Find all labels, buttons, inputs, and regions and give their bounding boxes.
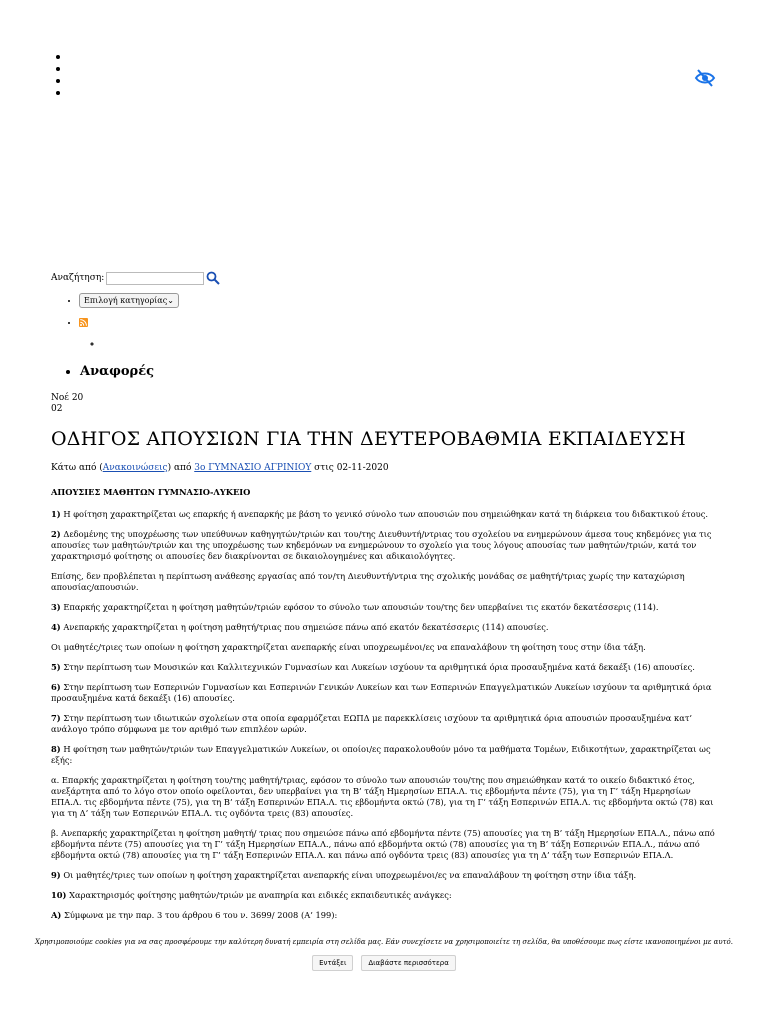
top-menu-list (50, 50, 70, 98)
post-date (51, 393, 83, 415)
section-list (68, 364, 154, 379)
paragraph-number: 10) (51, 890, 67, 900)
rss-item (79, 318, 88, 328)
paragraph-text: Οι μαθητές/τριες των οποίων η φοίτηση χαρακτηρίζεται ανεπαρκής είναι υποχρεωμένοι/ες να επαναλάβουν τη φοίτηση τους στην ίδια τάξη. (51, 642, 646, 652)
post-meta (51, 463, 389, 473)
paragraph-number: 3) (51, 602, 61, 612)
paragraph-text: Δεδομένης της υποχρέωσης των υπεύθυνων καθηγητών/τριών και του/της Διευθυντή/ντριας του σχολείου να ενημερώνουν άμεσα τους κηδεμόνες για τις απουσίες των μαθητών/τριών και της υποχρέωσης των κηδεμόνων να ενημερώνουν το σχολείο για τους λόγους απουσίας των μαθητών/τριών, κατά τον χαρακτηρισμό φοίτησης οι απουσίες δεν διακρίνονται σε δικαιολογημένες και αδικαιολόγητες. (51, 529, 712, 561)
paragraph-text: β. Ανεπαρκής χαρακτηρίζεται η φοίτηση μαθητή/ τριας που σημειώσε πάνω από εβδομήντα πέντε (75) απουσίες για τη Β’ τάξη Ημερησίων ΕΠΑ.Λ., πάνω από εβδομήντα πέντε (75) απουσίες για τη Γ’ τάξη Ημερησίων ΕΠΑ.Λ., πάνω από εβδομήντα οκτώ (78) απουσίες για τη Β’ τάξη Εσπερινών ΕΠΑ.Λ., πάνω από εβδομήντα οκτώ (78) απουσίες για τη Γ’ τάξη Εσπερινών ΕΠΑ.Λ. και πάνω από ογδόντα τρεις (83) απουσίες για τη Δ’ τάξη των Εσπερινών ΕΠΑ.Λ. (51, 828, 715, 860)
category-select-value: • Επιλογή κατηγορίας (84, 296, 168, 305)
paragraph-number: 1) (51, 509, 61, 519)
paragraph-text: Επίσης, δεν προβλέπεται η περίπτωση ανάθεσης εργασίας από τον/τη Διευθυντή/ντρια της σχολικής μονάδας σε μαθητή/τριας χωρίς την καταχώριση απουσίας/απουσιών. (51, 571, 685, 592)
paragraph-text: Οι μαθητές/τριες των οποίων η φοίτηση χαρακτηρίζεται ανεπαρκής είναι υποχρεωμένοι/ες να επαναλάβουν τη φοίτηση στην ίδια τάξη. (60, 870, 637, 880)
paragraph (51, 828, 723, 861)
paragraph-text: Στην περίπτωση των Εσπερινών Γυμνασίων και Εσπερινών Γενικών Λυκείων και των Εσπερινών Επαγγελματικών Λυκείων ισχύουν τα αριθμητικά όρια προσαυξημένα κατά δεκαέξι (16) απουσίες. (51, 682, 712, 703)
search-input[interactable] (106, 272, 204, 285)
paragraph (51, 529, 723, 562)
paragraph (51, 642, 723, 653)
paragraph-number: Α) (51, 910, 62, 920)
paragraph-text: Η φοίτηση χαρακτηρίζεται ως επαρκής ή ανεπαρκής με βάση το γενικό σύνολο των απουσιών που σημειώθηκαν κατά τη διάρκεια του διδακτικού έτους. (60, 509, 708, 519)
paragraph-text: Η φοίτηση των μαθητών/τριών των Επαγγελματικών Λυκείων, οι οποίοι/ες παρακολουθούν μόνο τα μαθήματα Τομέων, Ειδικοτήτων, χαρακτηρίζεται ως εξής: (51, 744, 711, 765)
category-select[interactable] (79, 293, 179, 308)
paragraph (51, 602, 723, 613)
post-date-month: Νοέ 20 (51, 393, 84, 403)
paragraph (51, 713, 723, 735)
paragraph (51, 662, 723, 673)
content-heading: ΑΠΟΥΣΙΕΣ ΜΑΘΗΤΩΝ ΓΥΜΝΑΣΙΟ-ΛΥΚΕΙΟ (51, 487, 251, 497)
paragraph-number: 7) (51, 713, 61, 723)
accessibility-eye-icon[interactable] (694, 67, 716, 89)
paragraph-number: 2) (51, 529, 61, 539)
sub-list (92, 339, 102, 349)
cookie-buttons (0, 955, 768, 971)
meta-by-text: ) από (167, 463, 195, 473)
meta-date-text: στις 02-11-2020 (311, 463, 389, 473)
cookie-more-button[interactable]: Διαβάστε περισσότερα (361, 955, 456, 971)
rss-icon[interactable] (79, 318, 88, 327)
paragraph-text: Στην περίπτωση των ιδιωτικών σχολείων στα οποία εφαρμόζεται ΕΩΠΔ με παρεκκλίσεις ισχύουν τα αριθμητικά όρια απουσιών προσαυξημένα κατ’ ανάλογο τρόπο σύμφωνα με τον αριθμό των επιπλέον ωρών. (51, 713, 693, 734)
post-date-day: 02 (51, 404, 63, 414)
paragraph (51, 571, 723, 593)
page-title: ΟΔΗΓΟΣ ΑΠΟΥΣΙΩΝ ΓΙΑ ΤΗΝ ΔΕΥΤΕΡΟΒΑΘΜΙΑ ΕΚΠΑΙΔΕΥΣΗ (51, 428, 686, 450)
paragraph-text: α. Επαρκής χαρακτηρίζεται η φοίτηση του/της μαθητή/τριας, εφόσον το σύνολο των απουσιών του/της που σημειώθηκαν κατά το οικείο διδακτικό έτος, ανεξάρτητα από το λόγο στον οποίο οφείλονται, δεν υπερβαίνει για τη Β’ τάξη Ημερησίων ΕΠΑ.Λ. τις εβδομήντα πέντε (75), για τη Γ’ τάξη Ημερησίων ΕΠΑ.Λ. τις εβδομήντα πέντε (75), για τη Β’ τάξη Εσπερινών ΕΠΑ.Λ. τις εβδομήντα οκτώ (78), για τη Γ’ τάξη Εσπερινών ΕΠΑ.Λ. τις εβδομήντα οκτώ (78) και για τη Δ’ τάξη των Εσπερινών ΕΠΑ.Λ. τις ογδόντα τρεις (83) απουσίες. (51, 775, 714, 818)
paragraph (51, 890, 723, 901)
category-list (65, 293, 179, 308)
cookie-notice: Χρησιμοποιούμε cookies για να σας προσφέρουμε την καλύτερη δυνατή εμπειρία στη σελίδα μας. Εάν συνεχίσετε να χρησιμοποιείτε τη σελίδα, θα υποθέσουμε πως είστε ικανοποιημένοι με αυτό. (35, 938, 733, 946)
paragraph-text: Σύμφωνα με την παρ. 3 του άρθρου 6 του ν. 3699/ 2008 (Α’ 199): (61, 910, 338, 920)
author-link[interactable]: 3ο ΓΥΜΝΑΣΙΟ ΑΓΡΙΝΙΟΥ (194, 463, 312, 473)
paragraph (51, 910, 723, 921)
paragraph-number: 9) (51, 870, 61, 880)
chevron-down-icon: ⌄ (167, 296, 174, 305)
category-link[interactable]: Ανακοινώσεις (102, 463, 168, 473)
rss-list (65, 318, 88, 328)
search-bar (51, 271, 220, 285)
paragraph-list (51, 509, 723, 921)
meta-under-text: Κάτω από ( (51, 463, 103, 473)
paragraph-text: Στην περίπτωση των Μουσικών και Καλλιτεχνικών Γυμνασίων και Λυκείων ισχύουν τα αριθμητικά όρια προσαυξημένα κατά δεκαέξι (16) απουσίες. (60, 662, 695, 672)
search-label: Αναζήτηση: (51, 273, 105, 283)
paragraph (51, 622, 723, 633)
paragraph-text: Ανεπαρκής χαρακτηρίζεται η φοίτηση μαθητή/τριας που σημειώσε πάνω από εκατόν δεκατέσσερις (114) απουσίες. (60, 622, 549, 632)
paragraph-number: 4) (51, 622, 61, 632)
paragraph (51, 682, 723, 704)
post-content (51, 487, 723, 930)
paragraph-text: Επαρκής χαρακτηρίζεται η φοίτηση μαθητών/τριών εφόσον το σύνολο των απουσιών του/της δεν υπερβαίνει τις εκατόν δεκατέσσερις (114). (60, 602, 659, 612)
paragraph (51, 744, 723, 766)
category-item (79, 293, 179, 308)
paragraph-number: 5) (51, 662, 61, 672)
paragraph-number: 8) (51, 744, 61, 754)
paragraph-text: Χαρακτηρισμός φοίτησης μαθητών/τριών με αναπηρία και ειδικές εκπαιδευτικές ανάγκες: (66, 890, 452, 900)
paragraph (51, 509, 723, 520)
section-title[interactable]: • Αναφορές (80, 364, 154, 379)
search-icon[interactable] (206, 271, 220, 285)
paragraph (51, 870, 723, 881)
cookie-accept-button[interactable]: Εντάξει (312, 955, 353, 971)
paragraph (51, 775, 723, 819)
paragraph-number: 6) (51, 682, 61, 692)
